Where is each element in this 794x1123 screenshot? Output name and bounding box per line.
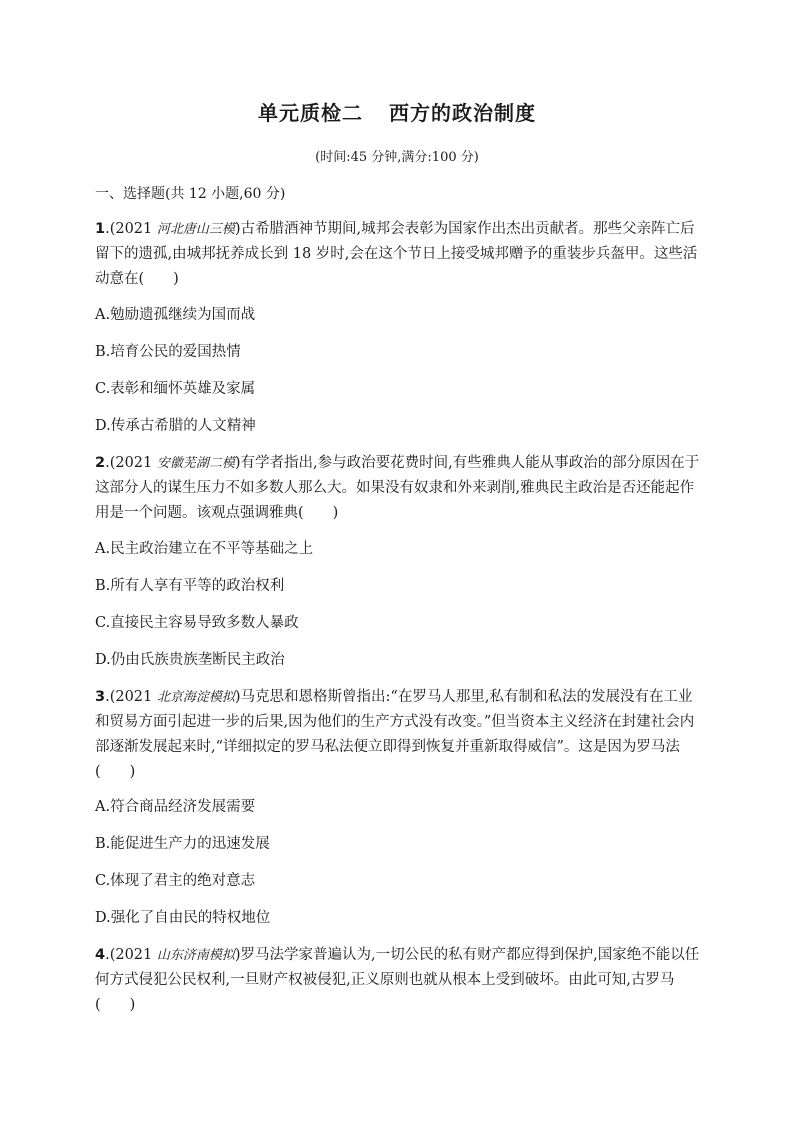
question-1 [95, 217, 700, 292]
question-source: 山东济南模拟 [156, 948, 235, 963]
option-d[interactable]: D.仍由氏族贵族垄断民主政治 [95, 652, 285, 668]
title-topic: 西方的政治制度 [389, 101, 536, 125]
option-a[interactable]: A.符合商品经济发展需要 [95, 799, 256, 815]
question-4 [95, 943, 700, 1018]
option-b[interactable]: B.培育公民的爱国热情 [95, 344, 241, 360]
question-stem: 2.(2021 安徽芜湖二模)有学者指出,参与政治要花费时间,有些雅典人能从事政治的部分原因在于这部分人的谋生压力不如多数人那么大。如果没有奴隶和外来剥削,雅典民主政治是否还能起作用是一个问题。该观点强调雅典( ) [95, 455, 700, 521]
option-c[interactable]: C.表彰和缅怀英雄及家属 [95, 381, 256, 397]
question-stem: 1.(2021 河北唐山三模)古希腊酒神节期间,城邦会表彰为国家作出杰出贡献者。那些父亲阵亡后留下的遗孤,由城邦抚养成长到 18 岁时,会在这个节日上接受城邦赠予的重装步兵盔甲。这些活动意在( ) [95, 221, 698, 287]
option-a[interactable]: A.民主政治建立在不平等基础之上 [95, 541, 314, 557]
option-b[interactable]: B.所有人享有平等的政治权利 [95, 578, 285, 594]
question-2 [95, 451, 700, 526]
option-c[interactable]: C.体现了君主的绝对意志 [95, 873, 256, 889]
question-source: 北京海淀模拟 [156, 690, 235, 705]
option-d[interactable]: D.传承古希腊的人文精神 [95, 418, 256, 434]
page-title [0, 97, 794, 126]
section-heading: 一、选择题(共 12 小题,60 分) [95, 186, 286, 202]
question-source: 安徽芜湖二模 [156, 456, 235, 471]
option-a[interactable]: A.勉励遗孤继续为国而战 [95, 307, 256, 323]
title-unit: 单元质检二 [258, 101, 363, 125]
question-3 [95, 685, 700, 785]
exam-info: (时间:45 分钟,满分:100 分) [315, 150, 479, 165]
question-stem: 4.(2021 山东济南模拟)罗马法学家普遍认为,一切公民的私有财产都应得到保护,国家绝不能以任何方式侵犯公民权利,一旦财产权被侵犯,正义原则也就从根本上受到破坏。由此可知,古罗马( ) [95, 947, 700, 1013]
option-d[interactable]: D.强化了自由民的特权地位 [95, 910, 271, 926]
option-c[interactable]: C.直接民主容易导致多数人暴政 [95, 615, 299, 631]
question-stem: 3.(2021 北京海淀模拟)马克思和恩格斯曾指出:“在罗马人那里,私有制和私法的发展没有在工业和贸易方面引起进一步的后果,因为他们的生产方式没有改变。”但当资本主义经济在封建社会内部逐渐发展起来时,“详细拟定的罗马私法便立即得到恢复并重新取得威信”。这是因为罗马法( ) [95, 689, 695, 780]
option-b[interactable]: B.能促进生产力的迅速发展 [95, 836, 270, 852]
question-source: 河北唐山三模 [156, 222, 235, 237]
